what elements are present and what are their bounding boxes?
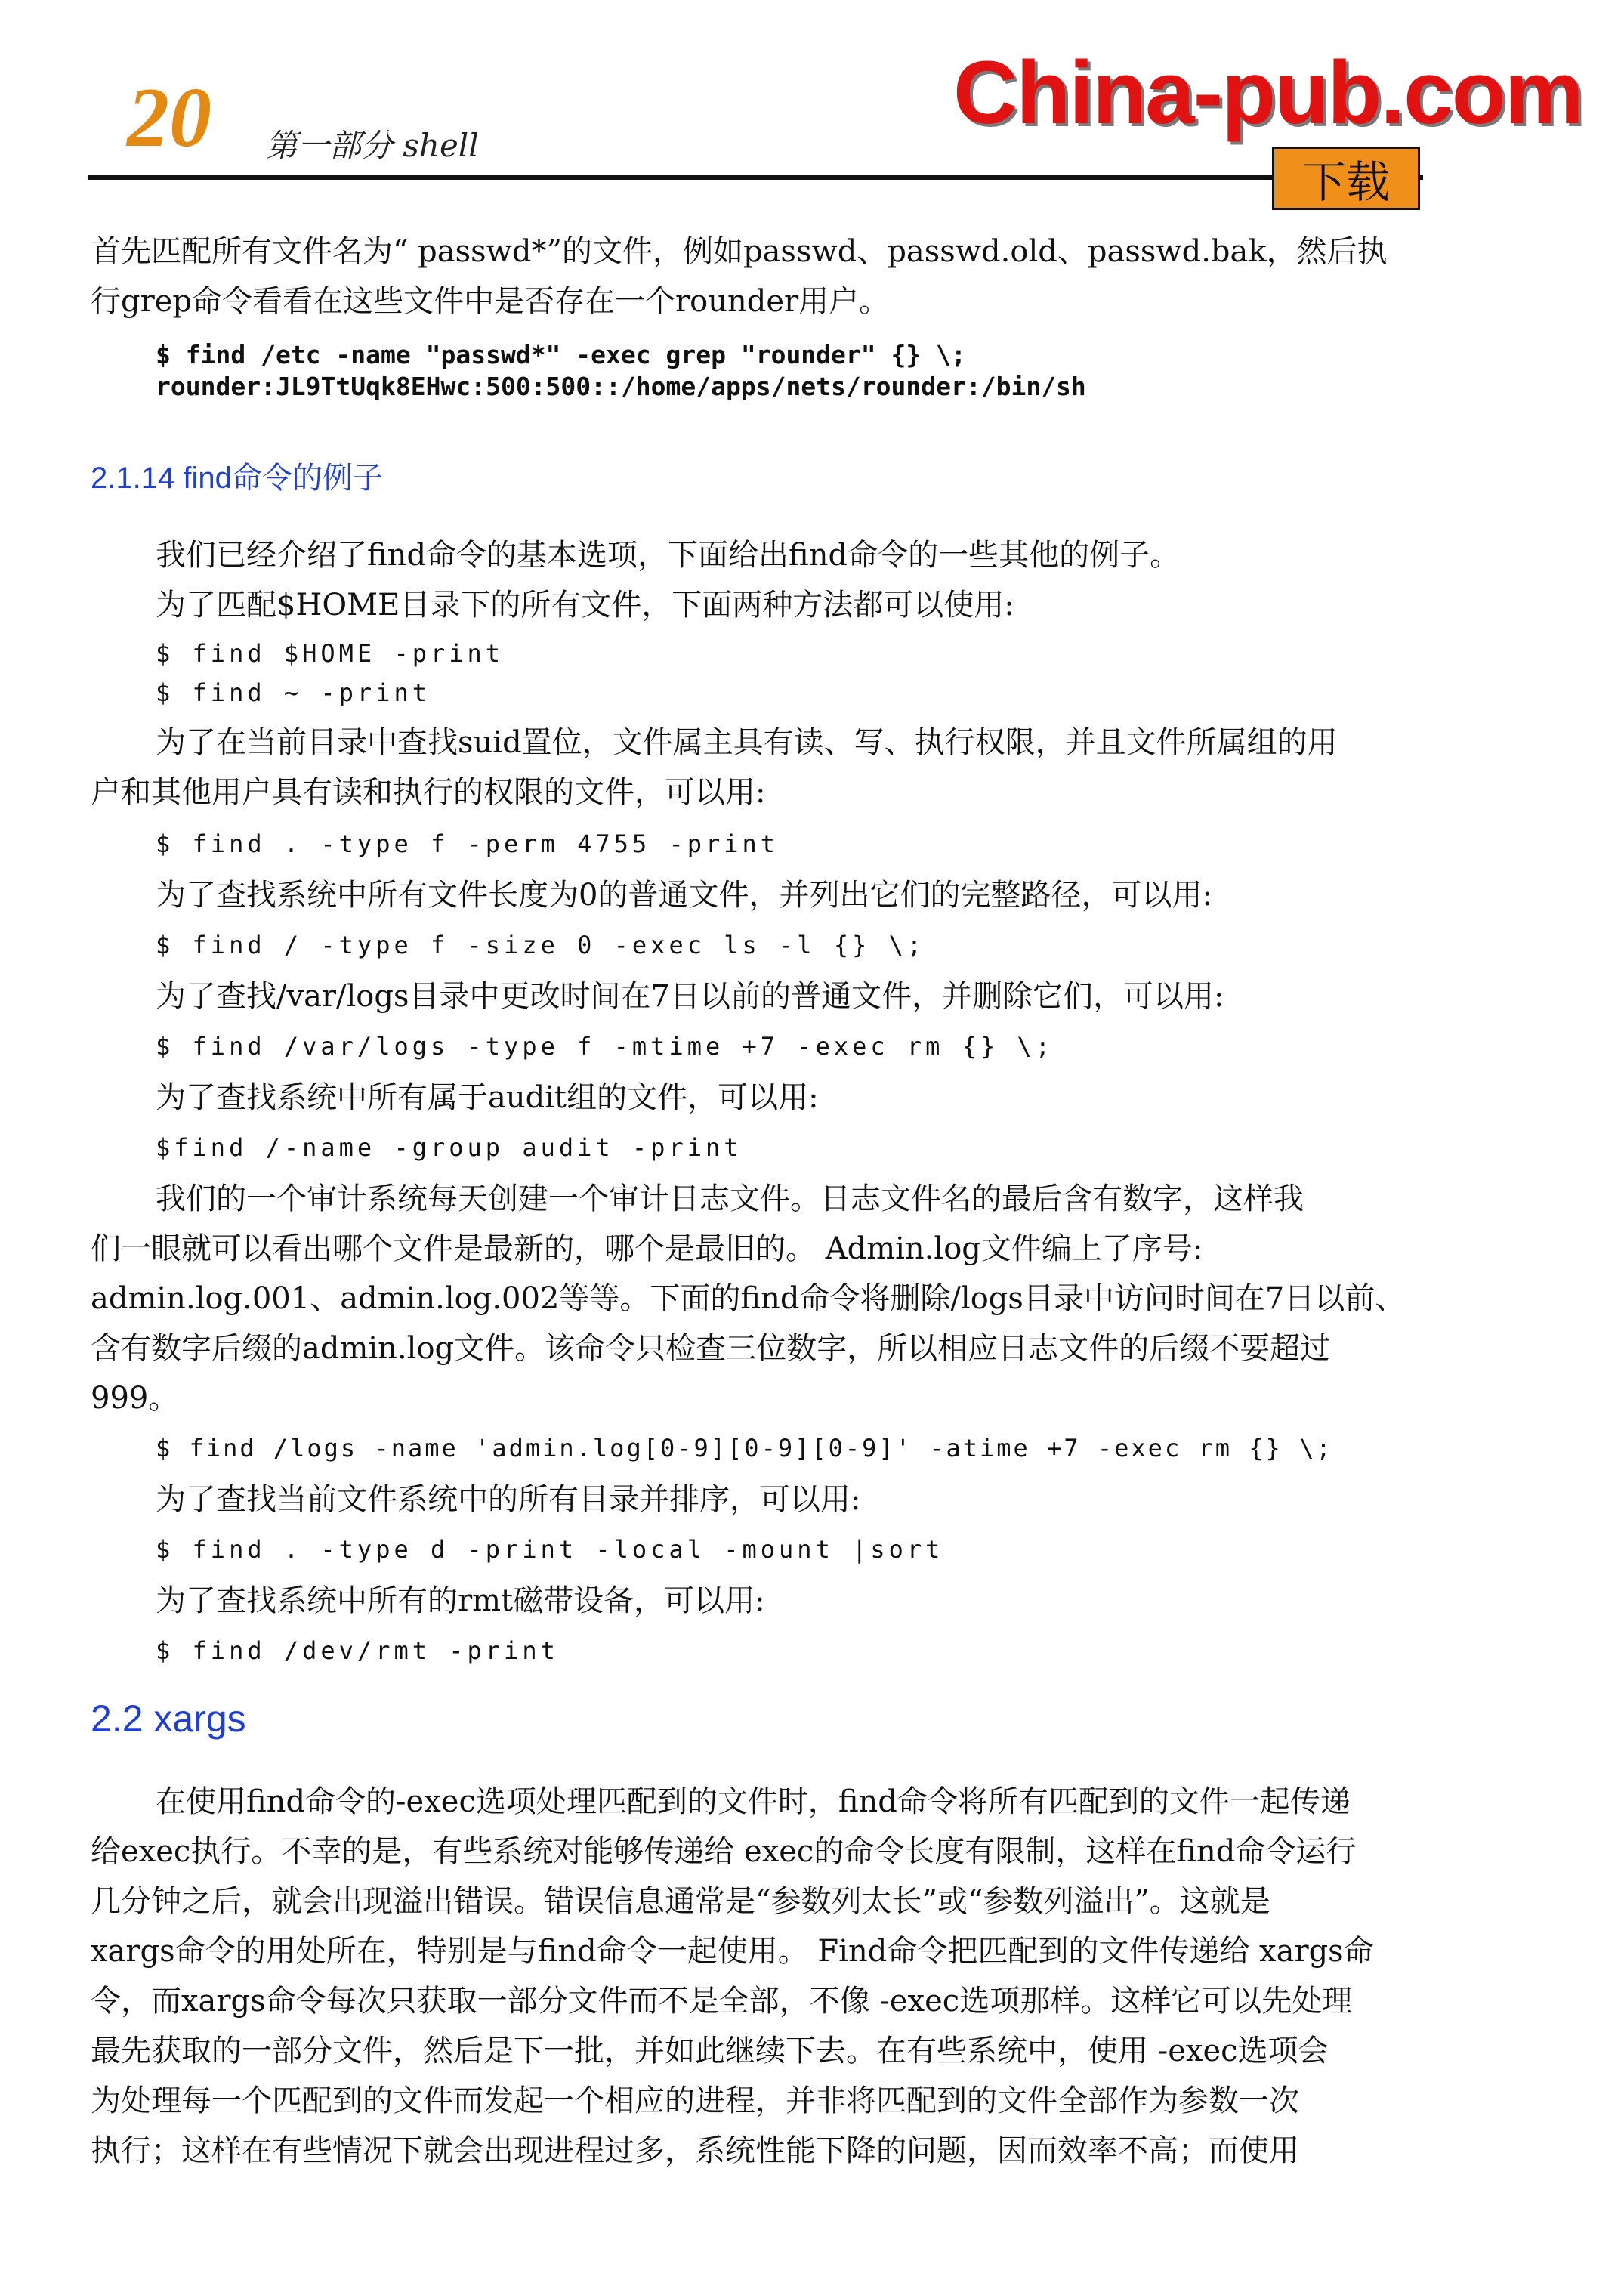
code-find-rmt: $ find /dev/rmt -print bbox=[156, 1636, 559, 1665]
page-header bbox=[0, 0, 1624, 219]
paragraph-2: 为了匹配$HOME目录下的所有文件，下面两种方法都可以使用: bbox=[156, 588, 1014, 622]
intro-code-line-2: rounder:JL9TtUqk8EHwc:500:500::/home/apps/nets/rounder:/bin/sh bbox=[156, 372, 1086, 401]
section-heading-2-1-14: 2.1.14 find命令的例子 bbox=[91, 462, 383, 495]
running-head: 第一部分 shell bbox=[266, 127, 479, 164]
paragraph-4: 为了查找系统中所有文件长度为0的普通文件，并列出它们的完整路径，可以用: bbox=[156, 878, 1212, 913]
paragraph-9: 为了查找系统中所有的rmt磁带设备，可以用: bbox=[156, 1583, 765, 1618]
paragraph-10-line-8: 执行；这样在有些情况下就会出现进程过多，系统性能下降的问题，因而效率不高；而使用 bbox=[91, 2133, 1299, 2168]
intro-code-line-1: $ find /etc -name "passwd*" -exec grep "rounder" {} \; bbox=[156, 340, 966, 369]
paragraph-1: 我们已经介绍了find命令的基本选项，下面给出find命令的一些其他的例子。 bbox=[156, 538, 1181, 573]
header-rule bbox=[88, 175, 1423, 180]
china-pub-logo: China-pub.com bbox=[953, 43, 1582, 143]
paragraph-10-line-7: 为处理每一个匹配到的文件而发起一个相应的进程，并非将匹配到的文件全部作为参数一次 bbox=[91, 2083, 1299, 2118]
code-find-sort: $ find . -type d -print -local -mount |sort bbox=[156, 1535, 944, 1564]
intro-line-2: 行grep命令看看在这些文件中是否存在一个rounder用户。 bbox=[91, 284, 890, 319]
paragraph-10-line-1: 在使用find命令的-exec选项处理匹配到的文件时，find命令将所有匹配到的文件一起传递 bbox=[156, 1784, 1351, 1819]
paragraph-3b: 户和其他用户具有读和执行的权限的文件，可以用: bbox=[91, 775, 766, 810]
download-badge: 下载 bbox=[1272, 147, 1420, 210]
code-find-tilde: $ find ~ -print bbox=[156, 678, 431, 707]
section-heading-2-2: 2.2 xargs bbox=[91, 1697, 246, 1740]
code-find-perm: $ find . -type f -perm 4755 -print bbox=[156, 829, 780, 858]
paragraph-10-line-5: 令，而xargs命令每次只获取一部分文件而不是全部，不像 -exec选项那样。这样它可以先处理 bbox=[91, 1984, 1353, 2019]
paragraph-10-line-2: 给exec执行。不幸的是，有些系统对能够传递给 exec的命令长度有限制，这样在find命令运行 bbox=[91, 1834, 1357, 1869]
paragraph-7e: 999。 bbox=[91, 1381, 179, 1416]
paragraph-7b: 们一眼就可以看出哪个文件是最新的，哪个是最旧的。 Admin.log文件编上了序号: bbox=[91, 1231, 1203, 1266]
paragraph-10-line-3: 几分钟之后，就会出现溢出错误。错误信息通常是“参数列太长”或“参数列溢出”。这就是 bbox=[91, 1884, 1270, 1919]
paragraph-6: 为了查找系统中所有属于audit组的文件，可以用: bbox=[156, 1080, 819, 1115]
page-number: 20 bbox=[127, 71, 211, 165]
paragraph-8: 为了查找当前文件系统中的所有目录并排序，可以用: bbox=[156, 1482, 861, 1517]
paragraph-7d: 含有数字后缀的admin.log文件。该命令只检查三位数字，所以相应日志文件的后缀不要超过 bbox=[91, 1331, 1331, 1366]
paragraph-7c: admin.log.001、admin.log.002等等。下面的find命令将删除/logs目录中访问时间在7日以前、 bbox=[91, 1281, 1406, 1316]
code-find-mtime: $ find /var/logs -type f -mtime +7 -exec rm {} \; bbox=[156, 1032, 1054, 1061]
code-find-home: $ find $HOME -print bbox=[156, 639, 505, 668]
paragraph-7a: 我们的一个审计系统每天创建一个审计日志文件。日志文件名的最后含有数字，这样我 bbox=[156, 1182, 1304, 1216]
code-find-atime: $ find /logs -name 'admin.log[0-9][0-9][0-9]' -atime +7 -exec rm {} \; bbox=[156, 1434, 1333, 1463]
paragraph-5: 为了查找/var/logs目录中更改时间在7日以前的普通文件，并删除它们，可以用: bbox=[156, 979, 1224, 1014]
paragraph-10-line-4: xargs命令的用处所在，特别是与find命令一起使用。 Find命令把匹配到的文件传递给 xargs命 bbox=[91, 1934, 1374, 1969]
code-find-size: $ find / -type f -size 0 -exec ls -l {} \; bbox=[156, 931, 926, 959]
intro-line-1: 首先匹配所有文件名为“ passwd*”的文件，例如passwd、passwd.old、passwd.bak，然后执 bbox=[91, 234, 1388, 269]
paragraph-3a: 为了在当前目录中查找suid置位，文件属主具有读、写、执行权限，并且文件所属组的用 bbox=[156, 725, 1338, 760]
paragraph-10-line-6: 最先获取的一部分文件，然后是下一批，并如此继续下去。在有些系统中，使用 -exec选项会 bbox=[91, 2034, 1329, 2068]
code-find-group: $find /-name -group audit -print bbox=[156, 1133, 743, 1162]
